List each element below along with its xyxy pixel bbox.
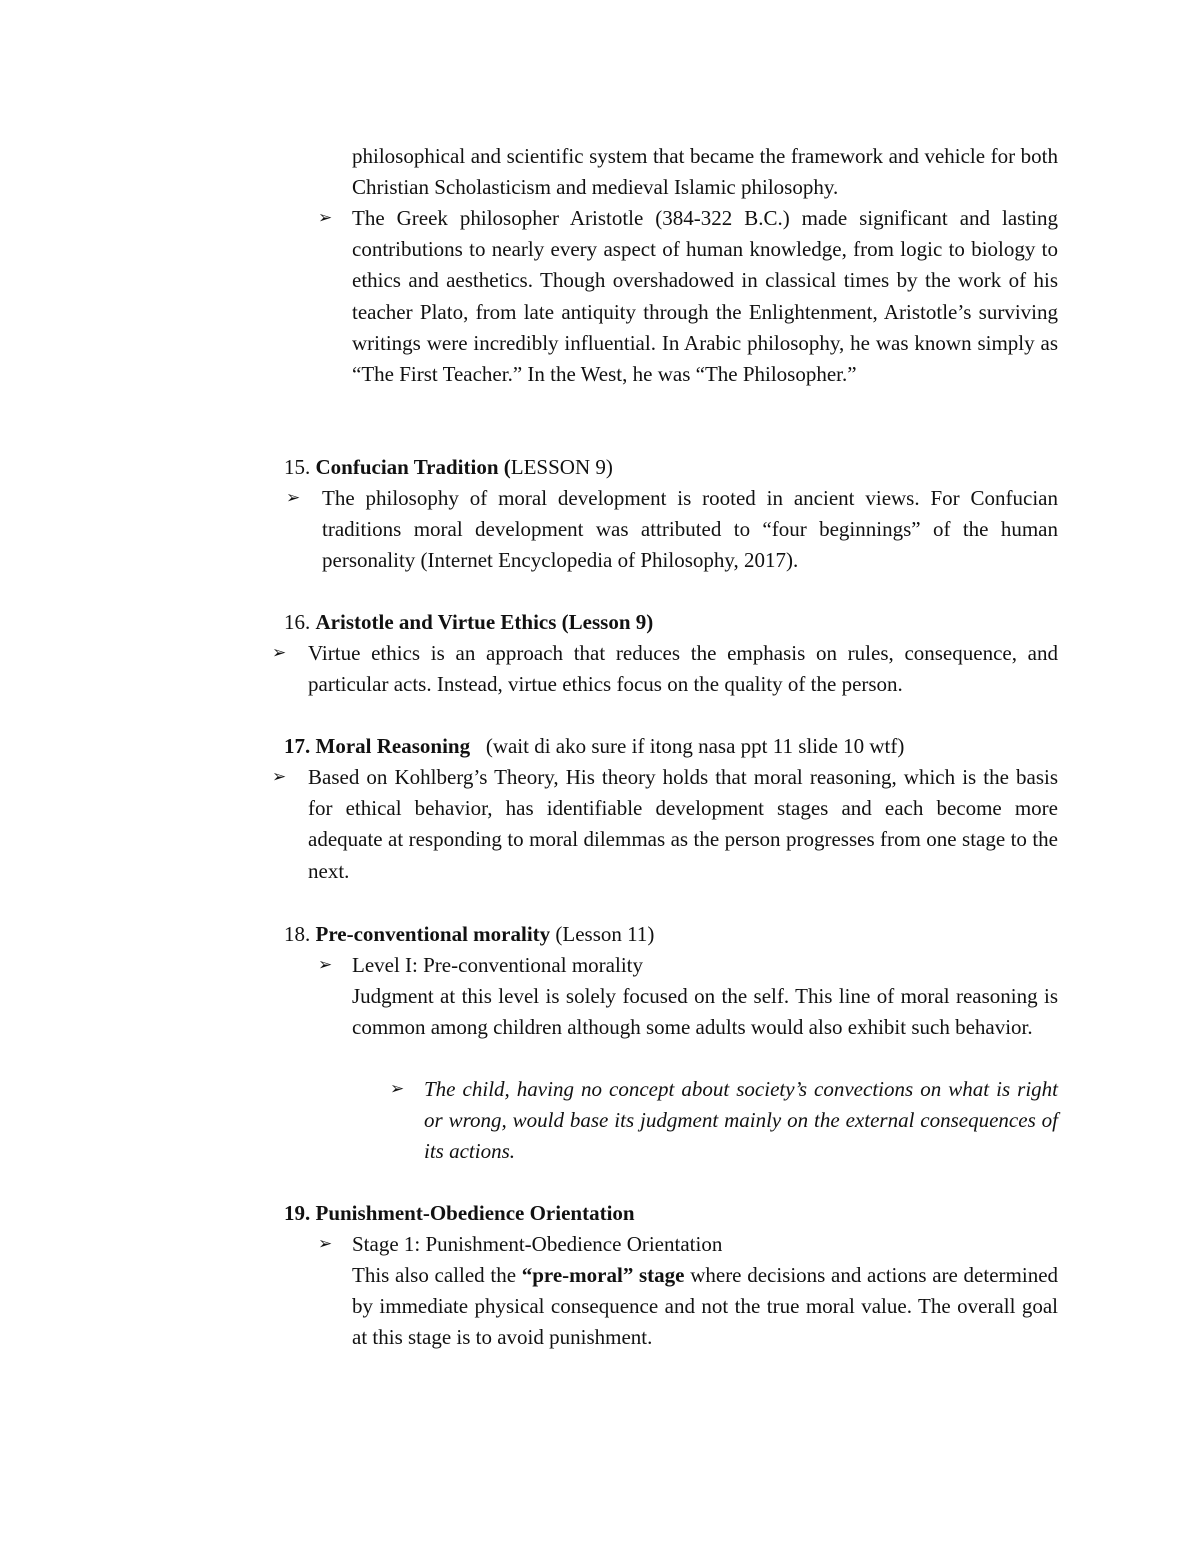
section-17-bullet-text: Based on Kohlberg’s Theory, His theory holds that moral reasoning, which is the basis for ethical behavior, has identifiable development stages and each become more adequate at responding to moral dilemmas as the person progresses from one stage to the next. xyxy=(308,765,1058,883)
section-lesson: LESSON 9) xyxy=(510,455,613,479)
section-note: (wait di ako sure if itong nasa ppt 11 slide 10 wtf) xyxy=(485,734,905,758)
bullet-arrow-icon: ➢ xyxy=(318,1234,333,1254)
section-19-stage-label: Stage 1: Punishment-Obedience Orientation xyxy=(352,1232,723,1256)
bullet-arrow-icon: ➢ xyxy=(318,208,333,228)
section-number: 18. xyxy=(284,922,311,946)
section-number: 16. xyxy=(284,610,311,634)
section-19-paragraph xyxy=(352,1260,1058,1354)
section-lesson: (Lesson 11) xyxy=(555,922,655,946)
section-19-heading xyxy=(284,1198,635,1229)
section-16-bullet-text: Virtue ethics is an approach that reduces the emphasis on rules, consequence, and particular acts. Instead, virtue ethics focus on the quality of the person. xyxy=(308,641,1058,697)
section-title: Moral Reasoning xyxy=(315,734,471,758)
section-title: Punishment-Obedience Orientation xyxy=(315,1201,635,1225)
paragraph-text: This also called the xyxy=(352,1263,517,1287)
section-17-heading xyxy=(284,731,904,762)
section-15-heading xyxy=(284,452,613,483)
section-number: 15. xyxy=(284,455,311,479)
bullet-arrow-icon: ➢ xyxy=(272,767,287,787)
section-15-bullet-text: The philosophy of moral development is rooted in ancient views. For Confucian traditions moral development was attributed to “four beginnings” of the human personality (Internet Encyclopedia of Philosophy, 2017). xyxy=(322,486,1058,573)
section-title: Pre-conventional morality xyxy=(315,922,551,946)
section-18-heading xyxy=(284,919,654,950)
section-16-heading xyxy=(284,607,653,638)
bullet-arrow-icon: ➢ xyxy=(272,643,287,663)
section-title: Confucian Tradition ( xyxy=(315,455,511,479)
paragraph-text: where decisions and actions are determined by immediate physical consequence and not the true moral value. The overall goal at this stage is to avoid punishment. xyxy=(352,1263,1059,1350)
section-18-paragraph: Judgment at this level is solely focused on the self. This line of moral reasoning is common among children although some adults would also exhibit such behavior. xyxy=(352,984,1058,1040)
section-number: 17. xyxy=(284,734,311,758)
pre-moral-stage-term: “pre-moral” stage xyxy=(521,1263,685,1287)
aristotle-continuation: philosophical and scientific system that became the framework and vehicle for both Christian Scholasticism and medieval Islamic philosophy. xyxy=(352,144,1058,200)
bullet-arrow-icon: ➢ xyxy=(318,955,333,975)
section-18-level-label: Level I: Pre-conventional morality xyxy=(352,953,643,977)
section-title: Aristotle and Virtue Ethics (Lesson 9) xyxy=(315,610,654,634)
bullet-arrow-icon: ➢ xyxy=(286,488,301,508)
bullet-arrow-icon: ➢ xyxy=(390,1079,405,1099)
section-number: 19. xyxy=(284,1201,311,1225)
section-18-sub-bullet: The child, having no concept about society’s convections on what is right or wrong, would base its judgment mainly on the external consequences of its actions. xyxy=(424,1077,1058,1164)
aristotle-bullet-text: The Greek philosopher Aristotle (384-322 B.C.) made significant and lasting contributions to nearly every aspect of human knowledge, from logic to biology to ethics and aesthetics. Though overshadowed in classical times by the work of his teacher Plato, from late antiquity through the Enlightenment, Aristotle’s surviving writings were incredibly influential. In Arabic philosophy, he was known simply as “The First Teacher.” In the West, he was “The Philosopher.” xyxy=(352,206,1058,387)
